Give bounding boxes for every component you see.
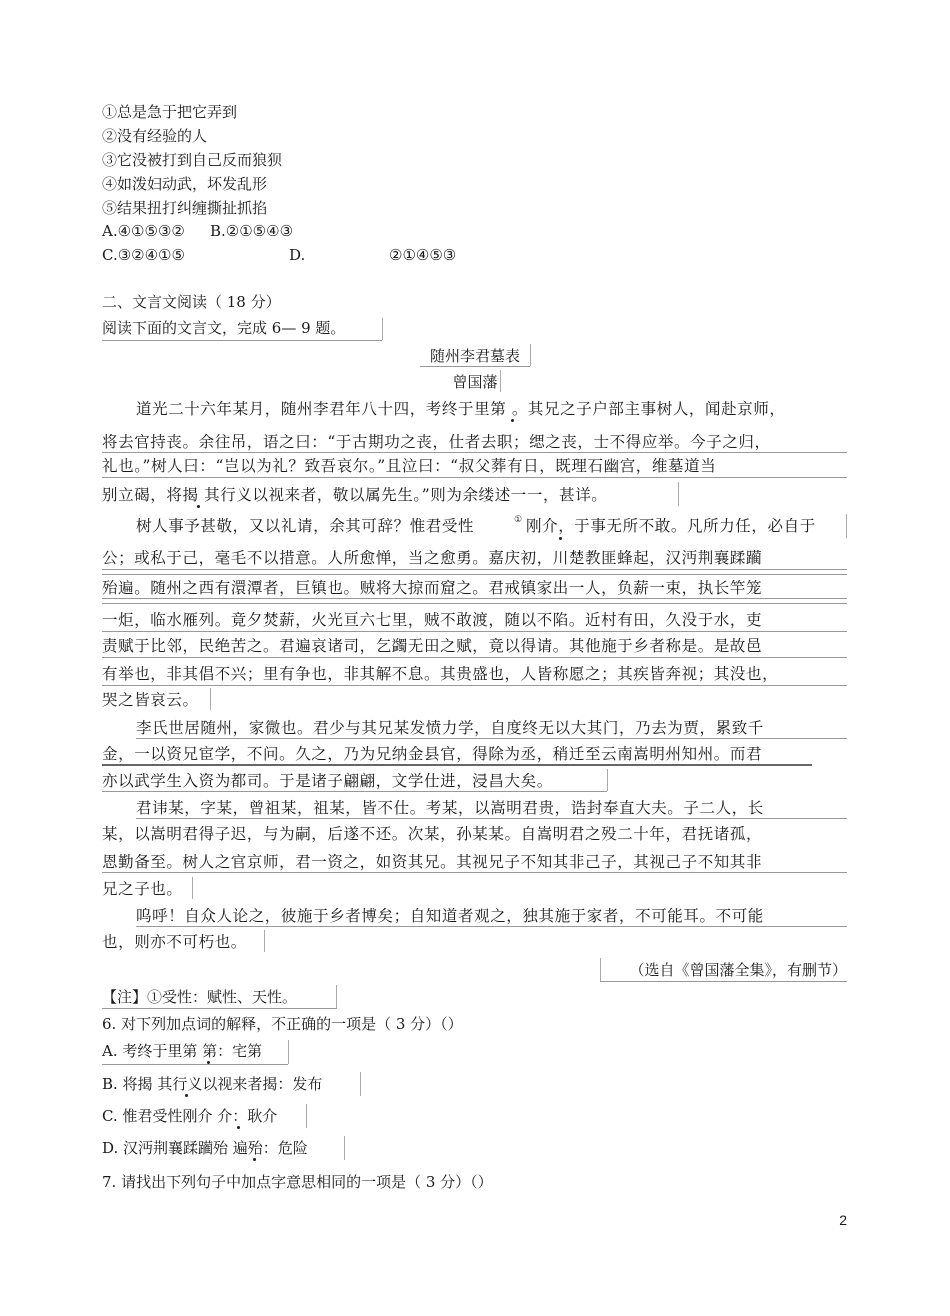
- article-line-6: 公；或私于己，毫毛不以措意。人所愈惮，当之愈勇。嘉庆初，川楚教匪蜂起，汉沔荆襄蹂躏: [102, 549, 763, 567]
- question-6: 6. 对下列加点词的解释，不正确的一项是（ 3 分）（）: [102, 1015, 463, 1033]
- q6-option-a: A. 考终于里第 第：宅第: [102, 1042, 263, 1060]
- article-line-5b: 刚介，于事无所不敢。凡所力任，必自于: [526, 517, 816, 535]
- option-line-5: ⑤结果扭打纠缠撕扯抓掐: [102, 199, 268, 217]
- article-line-4: 别立碣，将揭 其行义以视来者，敬以属先生。”则为余缕述一一，甚详。: [102, 486, 608, 504]
- article-line-14: 亦以武学生入资为都司。于是诸子翩翩，文学仕进，浸昌大矣。: [102, 772, 553, 790]
- article-note: 【注】①受性：赋性、天性。: [102, 988, 298, 1006]
- article-line-9: 责赋于比邻，民绝苦之。君遍哀诸司，乞蠲无田之赋，竟以得请。其他施于乡者称是。是故邑: [102, 637, 763, 655]
- article-line-19: 呜呼！自众人论之，彼施于乡者博矣；自知道者观之，独其施于家者，不可能耳。不可能: [136, 907, 764, 925]
- q6-option-b: B. 将揭 其行义以视来者揭：发布: [102, 1075, 323, 1093]
- article-line-3: 礼也。”树人曰：“岂以为礼？致吾哀尔。”且泣曰：“叔父葬有日，既理石幽宫，维墓道当: [102, 457, 717, 475]
- article-line-15: 君讳某，字某，曾祖某，祖某，皆不仕。考某，以嵩明君贵，诰封奉直大夫。子二人，长: [136, 799, 764, 817]
- choice-b: B.②①⑤④③: [210, 222, 294, 240]
- article-line-2: 将去官持丧。余往吊，语之曰：“于古期功之丧，仕者去职；缌之丧，士不得应举。今子之归，: [102, 433, 771, 451]
- section-heading: 二、文言文阅读（ 18 分）: [102, 293, 281, 311]
- article-line-10: 有举也，非其倡不兴；里有争也，非其解不息。其贵盛也，人皆称愿之；其疾皆奔视；其没也，: [102, 665, 779, 683]
- article-line-7: 殆遍。随州之西有澴潭者，巨镇也。贼将大掠而窟之。君戒镇家出一人，负薪一束，执长竿笼: [102, 579, 763, 597]
- choice-d-label: D.: [289, 246, 306, 264]
- article-line-1: 道光二十六年某月，随州李君年八十四，考终于里第 。其兄之子户部主事树人，闻赴京师，: [136, 400, 786, 418]
- footnote-marker: ①: [514, 515, 523, 525]
- option-line-2: ②没有经验的人: [102, 127, 208, 145]
- q6-option-c: C. 惟君受性刚介 介：耿介: [102, 1107, 278, 1125]
- choice-d-value: ②①④⑤③: [389, 246, 457, 264]
- article-line-20: 也，则亦不可朽也。: [102, 933, 247, 951]
- article-line-11: 哭之皆哀云。: [102, 691, 199, 709]
- choice-c: C.③②④①⑤: [102, 246, 185, 264]
- article-line-5a: 树人事予甚敬，又以礼请，余其可辞？惟君受性: [136, 517, 475, 535]
- page-number: 2: [839, 1212, 847, 1228]
- article-line-18: 兄之子也。: [102, 880, 183, 898]
- article-title: 随州李君墓表: [429, 347, 520, 365]
- question-7: 7. 请找出下列句子中加点字意思相同的一项是（ 3 分）（）: [102, 1173, 493, 1191]
- article-line-8: 一炬，临水雁列。竟夕焚薪，火光亘六七里，贼不敢渡，随以不陷。近村有田，久没于水，吏: [102, 611, 763, 629]
- choice-a: A.④①⑤③②: [102, 222, 185, 240]
- article-line-12: 李氏世居随州，家微也。君少与其兄某发愤力学，自度终无以大其门，乃去为贾，累致千: [136, 719, 764, 737]
- option-line-3: ③它没被打到自己反而狼狈: [102, 151, 283, 169]
- q6-option-d: D. 汉沔荆襄蹂躏殆 遍殆：危险: [102, 1139, 308, 1157]
- article-author: 曾国藩: [452, 373, 498, 391]
- article-source: （选自《曾国藩全集》，有删节）: [629, 961, 847, 979]
- article-line-13: 金，一以资兄宦学，不问。久之，乃为兄纳金县官，得除为丞，稍迁至云南嵩明州知州。而君: [102, 745, 763, 763]
- article-line-17: 恩勤备至。树人之官京师，君一资之，如资其兄。其视兄子不知其非己子，其视己子不知其非: [102, 853, 763, 871]
- article-line-16: 某，以嵩明君得子迟，与为嗣，后遂不还。次某，孙某某。自嵩明君之殁二十年，君抚诸孤，: [102, 825, 763, 843]
- section-instruction: 阅读下面的文言文，完成 6— 9 题。: [102, 319, 346, 337]
- option-line-4: ④如泼妇动武，坏发乱形: [102, 175, 268, 193]
- option-line-1: ①总是急于把它弄到: [102, 103, 238, 121]
